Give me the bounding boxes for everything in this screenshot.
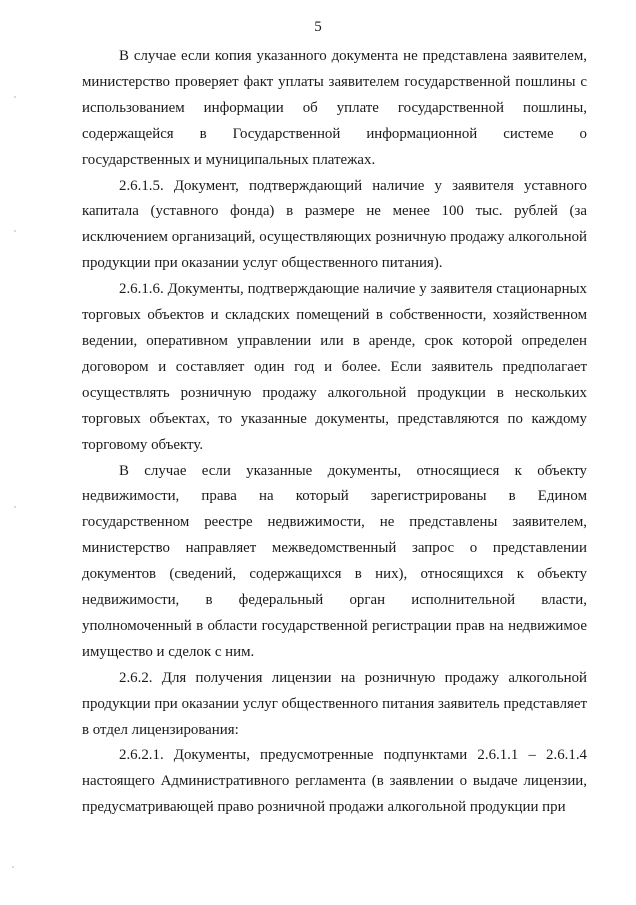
paragraph-2-6-2: 2.6.2. Для получения лицензии на розничную продажу алкогольной продукции при оказании услуг общественного питания заявитель представляет в отдел лицензирования: xyxy=(82,669,587,738)
paragraph-2-6-1-6: 2.6.1.6. Документы, подтверждающие наличие у заявителя стационарных торговых объектов и складских помещений в собственности, хозяйственном ведении, оперативном управлении или в аренде, срок которой определен договором и составляет один год и более. Если заявитель предполагает осуществлять розничную продажу алкогольной продукции в нескольких торговых объектах, то указанные документы, представляются по каждому торговому объекту. xyxy=(82,281,587,453)
paragraph-2-6-1-5: 2.6.1.5. Документ, подтверждающий наличие у заявителя уставного капитала (уставного фонда) в размере не менее 100 тыс. рублей (за исключением организаций, осуществляющих розничную продажу алкогольной продукции при оказании услуг общественного питания). xyxy=(82,177,587,272)
paragraph-property-registry: В случае если указанные документы, относящиеся к объекту недвижимости, права на который зарегистрированы в Едином государственном реестре недвижимости, не представлены заявителем, министерство направляет межведомственный запрос о представлении документов (сведений, содержащихся в них), относящихся к объекту недвижимости, в федеральный орган исполнительной власти, уполномоченный в области государственной регистрации прав на недвижимое имущество и сделок с ним. xyxy=(82,462,587,660)
scan-speck xyxy=(14,96,16,98)
paragraph-2-6-2-1: 2.6.2.1. Документы, предусмотренные подпунктами 2.6.1.1 – 2.6.1.4 настоящего Административного регламента (в заявлении о выдаче лицензии, предусматривающей право розничной продажи алкогольной продукции при xyxy=(82,747,587,816)
scan-speck xyxy=(14,506,16,508)
paragraph-tax-check: В случае если копия указанного документа не представлена заявителем, министерство проверяет факт уплаты заявителем государственной пошлины с использованием информации об уплате государственной пошлины, содержащейся в Государственной информационной системе о государственных и муниципальных платежах. xyxy=(82,48,587,168)
page-number: 5 xyxy=(314,19,322,35)
scan-speck xyxy=(14,230,16,232)
scan-speck xyxy=(12,866,14,868)
document-body xyxy=(82,44,587,821)
